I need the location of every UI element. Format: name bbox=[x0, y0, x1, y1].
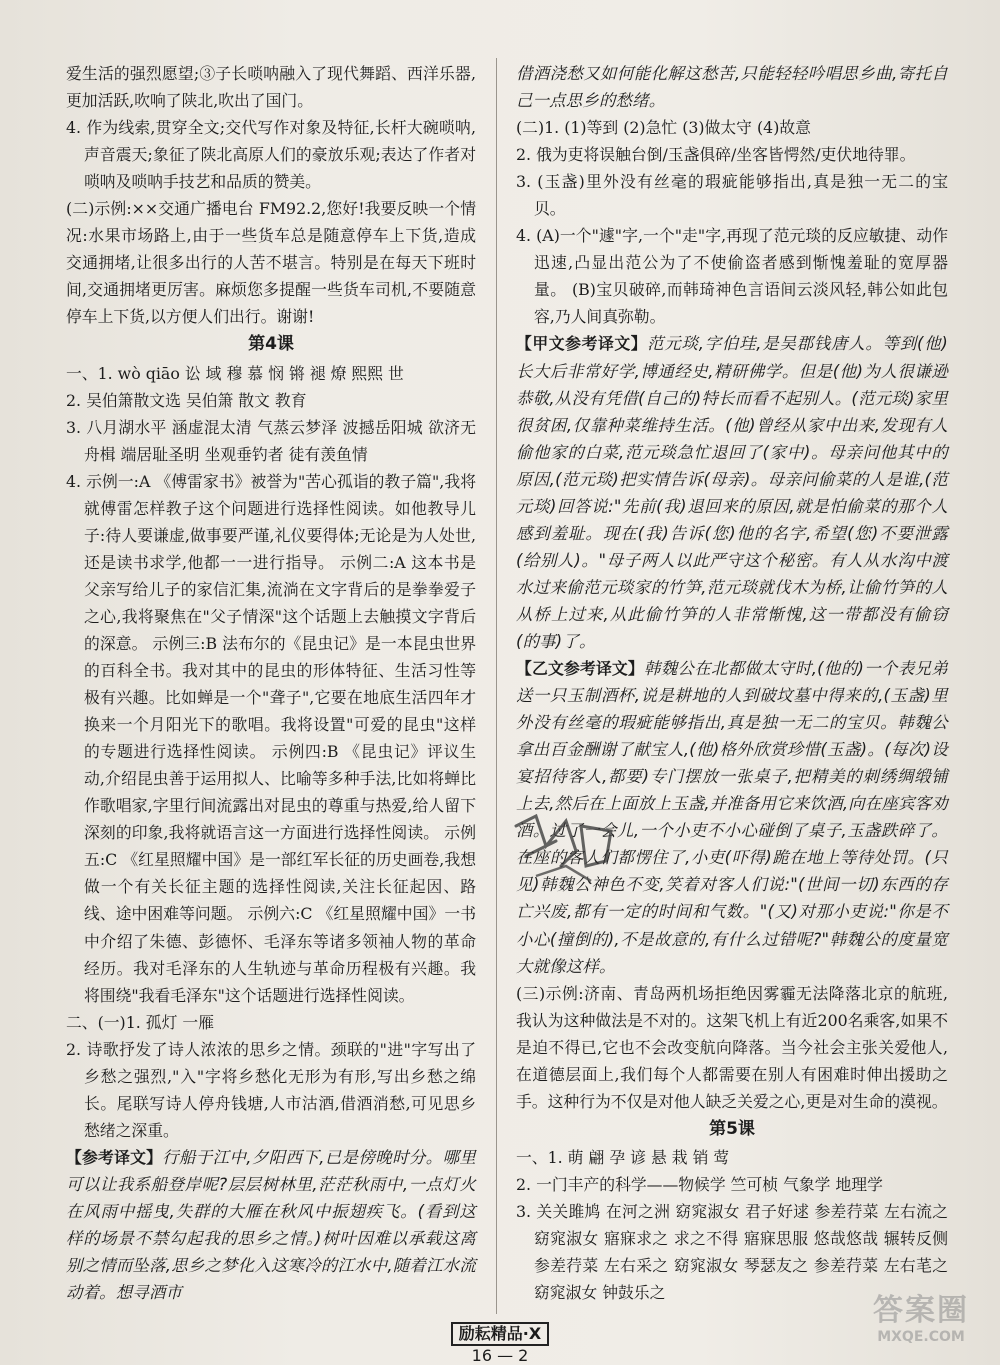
watermark-main: 答案圈 bbox=[873, 1293, 969, 1328]
answer-paragraph: (二)示例:××交通广播电台 FM92.2,您好!我要反映一个情况:水果市场路上,由于一些货车总是随意停车上下货,造成交通拥堵,让很多出行的人苦不堪言。特别是在每天下班时间,交通拥堵更厉害。麻烦您多提醒一些货车司机,不要随意停车上下货,以方便人们出行。谢谢! bbox=[66, 199, 476, 327]
translation-tag: 【甲文参考译文】 bbox=[516, 334, 648, 354]
translation-text: 韩魏公在北都做太守时,(他的)一个表兄弟送一只玉制酒杯,说是耕地的人到破坟墓中得来的,(玉盏)里外没有丝毫的瑕疵能够指出,真是独一无二的宝贝。韩魏公拿出百金酬谢了献宝人,(他)格外欣赏珍惜(玉盏)。(每次)设宴招待客人,都要)专门摆放一张桌子,把精美的刺绣绸缎铺上去,然后在上面放上玉盏,并准备用它来饮酒,向在座宾客劝酒。过了一会儿,一个小吏不小心碰倒了桌子,玉盏跌碎了。在座的客人们都愣住了,小吏(吓得)跪在地上等待处罚。(只见)韩魏公神色不变,笑着对客人们说:"(世间一切)东西的存亡兴废,都有一定的时间和气数。"(又)对那小吏说:"你是不小心(撞倒的),不是故意的,有什么过错呢?"韩魏公的度量宽大就像这样。 bbox=[516, 659, 948, 976]
translation-text: 借酒浇愁又如何能化解这愁苦,只能轻轻吟唱思乡曲,寄托自己一点思乡的愁绪。 bbox=[516, 64, 948, 111]
translation-paragraph bbox=[516, 655, 948, 980]
answer-paragraph: 二、(一)1. 孤灯 一雁 bbox=[66, 1012, 215, 1032]
lesson-title: 第5课 bbox=[709, 1118, 755, 1139]
answer-paragraph: 4. 示例一:A 《傅雷家书》被誉为"苦心孤诣的教子篇",我将就傅雷怎样教子这个问题进行选择性阅读。如他教导儿子:待人要谦虚,做事要严谨,礼仪要得体;无论是为人处世,还是读书求学,他都一一进行指导。 示例二:A 这本书是父亲写给儿子的家信汇集,流淌在文字背后的是拳拳爱子之心,我将聚焦在"父子情深"这个话题上去触摸文字背后的深意。 示例三:B 法布尔的《昆虫记》是一本昆虫世界的百科全书。我对其中的昆虫的形体特征、生活习性等极有兴趣。比如蝉是一个"聋子",它要在地底生活四年才换来一个月阳光下的歌唱。我将设置"可爱的昆虫"这样的专题进行选择性阅读。 示例四:B 《昆虫记》评议生动,介绍昆虫善于运用拟人、比喻等多种手法,比如将蝉比作歌唱家,字里行间流露出对昆虫的尊重与热爱,给人留下深刻的印象,我将就语言这一方面进行选择性阅读。 示例五:C 《红星照耀中国》是一部红军长征的历史画卷,我想做一个有关长征主题的选择性阅读,关注长征起因、路线、途中困难等问题。 示例六:C 《红星照耀中国》一书中介绍了朱德、彭德怀、毛泽东等诸多领袖人物的革命经历。我对毛泽东的人生轨迹与革命历程极有兴趣。我将围绕"我看毛泽东"这个话题进行选择性阅读。 bbox=[66, 471, 476, 1005]
answer-paragraph: 4. 作为线索,贯穿全文;交代写作对象及特征,长杆大碗唢呐,声音震天;象征了陕北高原人们的豪放乐观;表达了作者对唢呐及唢呐手技艺和品质的赞美。 bbox=[66, 118, 476, 192]
answer-paragraph: 2. 一门丰产的科学——物候学 竺可桢 气象学 地理学 bbox=[516, 1174, 883, 1194]
translation-paragraph bbox=[66, 1144, 476, 1306]
answer-paragraph: (二)1. (1)等到 (2)急忙 (3)做太守 (4)故意 bbox=[516, 118, 811, 138]
answer-paragraph: 2. 诗歌抒发了诗人浓浓的思乡之情。颈联的"进"字写出了乡愁之强烈,"入"字将乡愁化无形为有形,写出乡愁之绵长。尾联写诗人停舟钱塘,人市沽酒,借酒消愁,可见思乡愁绪之深重。 bbox=[66, 1039, 476, 1140]
page-footer bbox=[430, 1322, 570, 1365]
column-divider bbox=[496, 58, 497, 1314]
left-column bbox=[66, 60, 476, 1306]
page-number: 16 — 2 bbox=[471, 1346, 529, 1365]
brand-box: 励耘精品·X bbox=[451, 1322, 549, 1346]
watermark-sub: MXQE.COM bbox=[877, 1329, 965, 1345]
translation-continuation bbox=[516, 60, 948, 114]
translation-text: 行船于江中,夕阳西下,已是傍晚时分。哪里可以让我系船登岸呢?层层树林里,茫茫秋雨中,一点灯火在风雨中摇曳,失群的大雁在秋风中振翅疾飞。(看到这样的场景不禁勾起我的思乡之情。)树叶因难以承载这离别之情而坠落,思乡之梦化入这寒冷的江水中,随着江水流动着。想寻酒市 bbox=[66, 1147, 476, 1303]
answer-paragraph: (三)示例:济南、青岛两机场拒绝因雾霾无法降落北京的航班,我认为这种做法是不对的。这架飞机上有近200名乘客,如果不是迫不得已,它也不会改变航向降落。当今社会主张关爱他人,在道德层面上,我们每个人都需要在别人有困难时伸出援助之手。这种行为不仅是对他人缺乏关爱之心,更是对生命的漠视。 bbox=[516, 983, 948, 1111]
answer-paragraph: 一、1. wò qiāo 讼 域 穆 慕 悯 锵 褪 燎 熙熙 世 bbox=[66, 363, 404, 383]
translation-paragraph bbox=[516, 330, 948, 655]
translation-tag: 【参考译文】 bbox=[66, 1147, 163, 1167]
translation-tag: 【乙文参考译文】 bbox=[516, 659, 644, 679]
answer-paragraph: 4. (A)一个"遽"字,一个"走"字,再现了范元琰的反应敏捷、动作迅速,凸显出范公为了不使偷盗者感到惭愧羞耻的宽厚器量。 (B)宝贝破碎,而韩琦神色言语间云淡风轻,韩公如此包容,乃人间真弥勒。 bbox=[516, 226, 948, 327]
translation-text: 范元琰,字伯珪,是吴郡钱唐人。等到(他)长大后非常好学,博通经史,精研佛学。但是(他)为人很谦逊恭敬,从没有凭借(自己的)特长而看不起别人。(范元琰)家里很贫困,仅靠种菜维持生活。(他)曾经从家中出来,发现有人偷他家的白菜,范元琰急忙退回了(家中)。母亲问他其中的原因,(范元琰)把实情告诉(母亲)。母亲问偷菜的人是谁,(范元琰)回答说:"先前(我)退回来的原因,就是怕偷菜的那个人感到羞耻。现在(我)告诉(您)他的名字,希望(您)不要泄露(给别人)。"母子两人以此严守这个秘密。有人从水沟中渡水过来偷范元琰家的竹笋,范元琰就伐木为桥,让偷竹笋的人从桥上过来,从此偷竹笋的人非常惭愧,这一带都没有偷窃(的事)了。 bbox=[516, 334, 948, 651]
answer-paragraph: 3. 八月湖水平 涵虚混太清 气蒸云梦泽 波撼岳阳城 欲济无舟楫 端居耻圣明 坐观垂钓者 徒有羡鱼情 bbox=[66, 417, 476, 464]
right-column bbox=[516, 60, 948, 1306]
answer-paragraph: 2. 吴伯箫散文选 吴伯箫 散文 教育 bbox=[66, 390, 307, 410]
answer-paragraph: 3. 关关雎鸠 在河之洲 窈窕淑女 君子好逑 参差荇菜 左右流之 窈窕淑女 寤寐求之 求之不得 寤寐思服 悠哉悠哉 辗转反侧 参差荇菜 左右采之 窈窕淑女 琴瑟友之 参差荇菜 左右芼之 窈窕淑女 钟鼓乐之 bbox=[516, 1201, 948, 1303]
answer-paragraph: 一、1. 萌 翩 孕 谚 悬 栽 销 莺 bbox=[516, 1147, 730, 1167]
answer-paragraph: 爱生活的强烈愿望;③子长唢呐融入了现代舞蹈、西洋乐器,更加活跃,吹响了陕北,吹出了国门。 bbox=[66, 64, 476, 111]
answer-paragraph: 2. 俄为吏将误触台倒/玉盏俱碎/坐客皆愕然/吏伏地待罪。 bbox=[516, 145, 916, 165]
lesson-title: 第4课 bbox=[248, 334, 294, 355]
watermark-logo bbox=[856, 1285, 986, 1345]
answer-paragraph: 3. (玉盏)里外没有丝毫的瑕疵能够指出,真是独一无二的宝贝。 bbox=[516, 172, 948, 219]
